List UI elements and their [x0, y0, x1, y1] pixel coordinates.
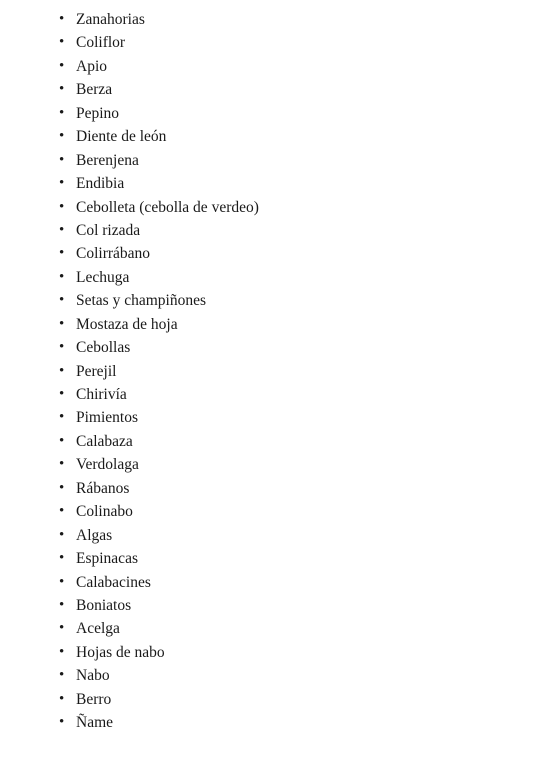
bullet-icon: • — [59, 550, 65, 567]
list-item — [56, 430, 259, 453]
list-item-label: Nabo — [76, 667, 110, 685]
list-item-label: Lechuga — [76, 268, 130, 286]
list-item — [56, 711, 259, 734]
bullet-icon: • — [59, 386, 65, 402]
list-item-label: Acelga — [76, 620, 120, 638]
list-item — [56, 547, 259, 570]
bullet-icon: • — [59, 104, 65, 121]
list-item — [56, 196, 259, 219]
bullet-icon: • — [59, 456, 65, 473]
list-item-label: Hojas de nabo — [76, 643, 165, 661]
list-item — [56, 31, 259, 54]
list-item-label: Colinabo — [76, 503, 133, 521]
list-item-label: Diente de león — [76, 128, 167, 146]
bullet-icon: • — [59, 503, 65, 520]
vegetable-bullet-list — [56, 8, 259, 735]
list-item-label: Calabaza — [76, 432, 133, 450]
list-item — [56, 360, 259, 383]
list-item — [56, 219, 259, 242]
bullet-icon: • — [59, 11, 65, 27]
list-item — [56, 125, 259, 148]
bullet-icon: • — [59, 339, 65, 356]
bullet-icon: • — [59, 198, 65, 215]
bullet-icon: • — [59, 667, 65, 684]
list-item — [56, 55, 259, 78]
list-item — [56, 172, 259, 195]
bullet-icon: • — [59, 151, 65, 168]
list-item — [56, 688, 259, 711]
list-item — [56, 617, 259, 640]
list-item-label: Perejil — [76, 362, 117, 380]
bullet-icon: • — [59, 362, 65, 379]
bullet-icon: • — [59, 573, 65, 590]
list-item — [56, 594, 259, 617]
list-item — [56, 406, 259, 429]
list-item-label: Berza — [76, 81, 113, 99]
list-item — [56, 500, 259, 523]
list-item-label: Endibia — [76, 175, 125, 193]
list-item-label: Setas y champiñones — [76, 292, 207, 310]
list-item-label: Boniatos — [76, 596, 132, 614]
list-item-label: Cebollas — [76, 339, 131, 357]
list-item — [56, 78, 259, 101]
bullet-icon: • — [59, 690, 65, 707]
bullet-icon: • — [59, 292, 65, 309]
bullet-icon: • — [59, 57, 65, 74]
list-item — [56, 8, 259, 31]
list-item — [56, 149, 259, 172]
bullet-icon: • — [59, 221, 65, 238]
list-item-label: Colirrábano — [76, 245, 151, 263]
list-item — [56, 477, 259, 500]
list-item-label: Ñame — [76, 714, 114, 732]
list-item-label: Pepino — [76, 104, 120, 122]
bullet-icon: • — [59, 175, 65, 192]
list-item-label: Espinacas — [76, 550, 138, 568]
bullet-icon: • — [59, 409, 65, 426]
list-item — [56, 266, 259, 289]
bullet-icon: • — [59, 34, 65, 51]
list-item — [56, 664, 259, 687]
list-item-label: Cebolleta (cebolla de verdeo) — [76, 198, 259, 216]
bullet-icon: • — [59, 620, 65, 637]
list-item-label: Berenjena — [76, 151, 139, 169]
bullet-icon: • — [59, 643, 65, 660]
bullet-icon: • — [59, 714, 65, 731]
bullet-icon: • — [59, 245, 65, 262]
list-item — [56, 102, 259, 125]
list-item-label: Col rizada — [76, 221, 141, 239]
list-item-label: Zanahorias — [76, 11, 145, 28]
bullet-icon: • — [59, 81, 65, 98]
list-item — [56, 336, 259, 359]
list-item-label: Rábanos — [76, 479, 130, 497]
list-item-label: Apio — [76, 57, 107, 75]
bullet-icon: • — [59, 526, 65, 543]
list-item-label: Chirivía — [76, 386, 127, 403]
list-item — [56, 289, 259, 312]
bullet-icon: • — [59, 479, 65, 496]
bullet-icon: • — [59, 432, 65, 449]
bullet-icon: • — [59, 596, 65, 613]
list-item-label: Coliflor — [76, 34, 126, 52]
list-item — [56, 453, 259, 476]
list-item — [56, 242, 259, 265]
list-item-label: Pimientos — [76, 409, 139, 427]
bullet-icon: • — [59, 315, 65, 332]
list-item-label: Verdolaga — [76, 456, 139, 474]
list-item — [56, 641, 259, 664]
bullet-icon: • — [59, 268, 65, 285]
list-item-label: Berro — [76, 690, 112, 708]
list-item — [56, 383, 259, 406]
list-item-label: Calabacines — [76, 573, 151, 591]
bullet-icon: • — [59, 128, 65, 145]
list-item — [56, 524, 259, 547]
list-item — [56, 571, 259, 594]
list-item-label: Mostaza de hoja — [76, 315, 178, 333]
list-item-label: Algas — [76, 526, 113, 544]
list-item — [56, 313, 259, 336]
